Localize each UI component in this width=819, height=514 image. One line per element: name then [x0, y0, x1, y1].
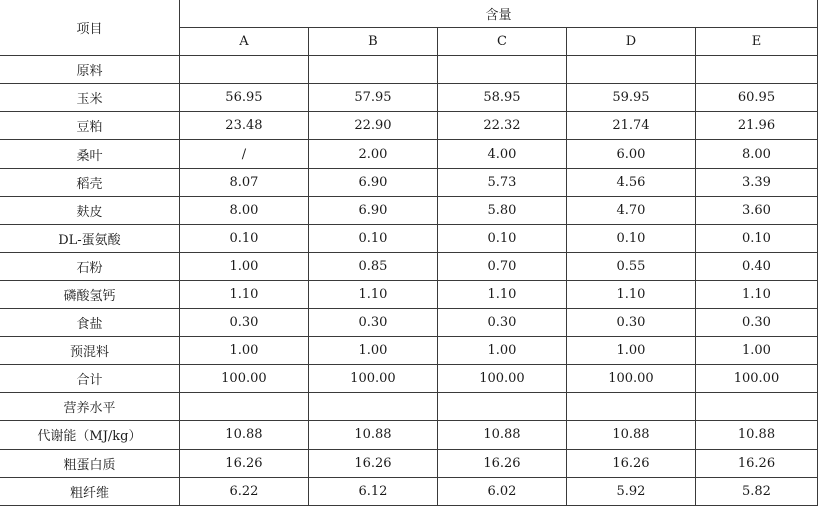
row-label: 食盐	[0, 309, 179, 337]
value-cell: 100.00	[566, 365, 695, 393]
value-cell: 1.00	[437, 337, 566, 365]
value-cell: 21.74	[566, 112, 695, 140]
table-row	[0, 168, 818, 196]
value-cell: 0.10	[437, 224, 566, 252]
value-cell: 1.00	[179, 252, 308, 280]
value-cell: 5.92	[566, 477, 695, 505]
value-cell: 16.26	[308, 449, 437, 477]
table-row	[0, 112, 818, 140]
value-cell: 0.30	[437, 309, 566, 337]
value-cell: 6.00	[566, 140, 695, 168]
value-cell: 0.30	[695, 309, 817, 337]
value-cell: 6.90	[308, 168, 437, 196]
value-cell: 5.73	[437, 168, 566, 196]
group-header-b: B	[308, 28, 437, 56]
value-cell: 1.00	[308, 337, 437, 365]
table-header	[0, 0, 818, 56]
value-cell: 0.30	[179, 309, 308, 337]
value-cell: 0.10	[179, 224, 308, 252]
row-label: 粗纤维	[0, 477, 179, 505]
value-cell: 22.90	[308, 112, 437, 140]
value-cell: 56.95	[179, 84, 308, 112]
value-cell: 3.60	[695, 196, 817, 224]
value-cell: 21.96	[695, 112, 817, 140]
row-label: 稻壳	[0, 168, 179, 196]
value-cell: 6.22	[179, 477, 308, 505]
row-label: 玉米	[0, 84, 179, 112]
value-cell: 0.40	[695, 252, 817, 280]
value-cell: 16.26	[695, 449, 817, 477]
value-cell: 100.00	[695, 365, 817, 393]
value-cell: 6.12	[308, 477, 437, 505]
empty-cell	[179, 56, 308, 84]
value-cell: 1.10	[437, 280, 566, 308]
value-cell: 2.00	[308, 140, 437, 168]
value-cell: 1.10	[566, 280, 695, 308]
row-label: 桑叶	[0, 140, 179, 168]
row-label: 代谢能（MJ/kg）	[0, 421, 179, 449]
value-cell: 0.85	[308, 252, 437, 280]
value-cell: 1.10	[179, 280, 308, 308]
row-label: 粗蛋白质	[0, 449, 179, 477]
value-cell: 59.95	[566, 84, 695, 112]
empty-cell	[308, 56, 437, 84]
value-cell: 16.26	[179, 449, 308, 477]
content-group-header: 含量	[179, 0, 817, 28]
value-cell: 100.00	[437, 365, 566, 393]
table-row	[0, 421, 818, 449]
value-cell: 0.55	[566, 252, 695, 280]
table-row	[0, 84, 818, 112]
table-row	[0, 252, 818, 280]
value-cell: 0.10	[308, 224, 437, 252]
value-cell: 1.00	[695, 337, 817, 365]
value-cell: 1.00	[566, 337, 695, 365]
table-body	[0, 56, 818, 506]
group-header-d: D	[566, 28, 695, 56]
table-row	[0, 449, 818, 477]
empty-cell	[566, 56, 695, 84]
row-label: 预混料	[0, 337, 179, 365]
empty-cell	[695, 56, 817, 84]
value-cell: 6.90	[308, 196, 437, 224]
value-cell: 1.10	[695, 280, 817, 308]
value-cell: 1.10	[308, 280, 437, 308]
header-row-top	[0, 0, 818, 28]
table-row	[0, 309, 818, 337]
table-row	[0, 477, 818, 505]
table-row	[0, 196, 818, 224]
value-cell: 10.88	[308, 421, 437, 449]
value-cell: 0.10	[695, 224, 817, 252]
value-cell: 5.80	[437, 196, 566, 224]
value-cell: 16.26	[437, 449, 566, 477]
value-cell: 10.88	[437, 421, 566, 449]
row-label: 麸皮	[0, 196, 179, 224]
empty-cell	[695, 393, 817, 421]
table-row	[0, 140, 818, 168]
value-cell: 0.30	[308, 309, 437, 337]
value-cell: /	[179, 140, 308, 168]
value-cell: 8.00	[179, 196, 308, 224]
group-header-e: E	[695, 28, 817, 56]
row-label: 石粉	[0, 252, 179, 280]
value-cell: 3.39	[695, 168, 817, 196]
value-cell: 16.26	[566, 449, 695, 477]
section-title: 营养水平	[0, 393, 179, 421]
value-cell: 100.00	[179, 365, 308, 393]
empty-cell	[437, 56, 566, 84]
table-row	[0, 365, 818, 393]
row-label: 磷酸氢钙	[0, 280, 179, 308]
table-row	[0, 280, 818, 308]
value-cell: 100.00	[308, 365, 437, 393]
value-cell: 10.88	[566, 421, 695, 449]
section-title-row	[0, 393, 818, 421]
value-cell: 5.82	[695, 477, 817, 505]
value-cell: 60.95	[695, 84, 817, 112]
row-label: DL-蛋氨酸	[0, 224, 179, 252]
table-row	[0, 337, 818, 365]
value-cell: 10.88	[695, 421, 817, 449]
empty-cell	[308, 393, 437, 421]
row-label: 合计	[0, 365, 179, 393]
group-header-a: A	[179, 28, 308, 56]
value-cell: 1.00	[179, 337, 308, 365]
empty-cell	[437, 393, 566, 421]
value-cell: 8.00	[695, 140, 817, 168]
value-cell: 4.70	[566, 196, 695, 224]
group-header-c: C	[437, 28, 566, 56]
value-cell: 10.88	[179, 421, 308, 449]
value-cell: 4.00	[437, 140, 566, 168]
empty-cell	[566, 393, 695, 421]
value-cell: 0.70	[437, 252, 566, 280]
row-label: 豆粕	[0, 112, 179, 140]
section-title: 原料	[0, 56, 179, 84]
table-row	[0, 224, 818, 252]
value-cell: 4.56	[566, 168, 695, 196]
value-cell: 22.32	[437, 112, 566, 140]
value-cell: 0.30	[566, 309, 695, 337]
empty-cell	[179, 393, 308, 421]
value-cell: 57.95	[308, 84, 437, 112]
value-cell: 0.10	[566, 224, 695, 252]
value-cell: 58.95	[437, 84, 566, 112]
value-cell: 23.48	[179, 112, 308, 140]
item-column-header: 项目	[0, 0, 179, 56]
value-cell: 8.07	[179, 168, 308, 196]
section-title-row	[0, 56, 818, 84]
value-cell: 6.02	[437, 477, 566, 505]
